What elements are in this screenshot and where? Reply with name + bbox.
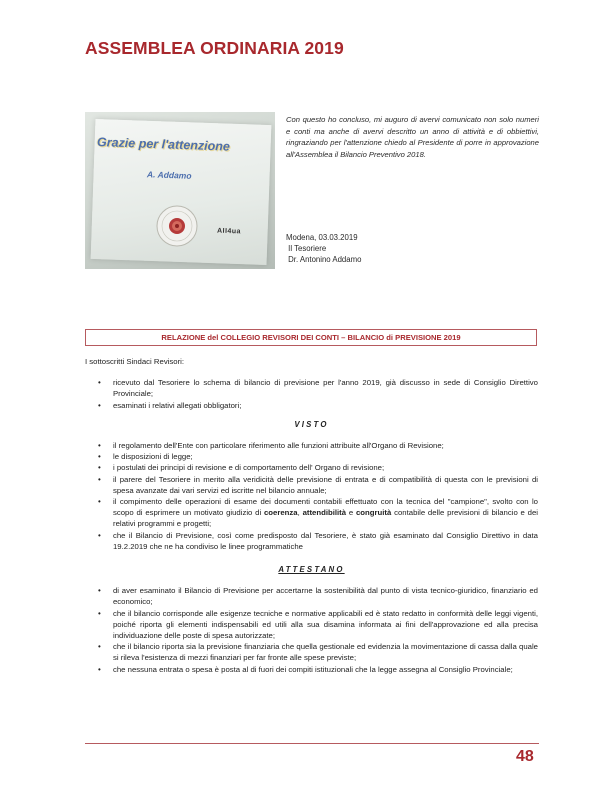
bullet-icon: • (98, 530, 101, 540)
bullet-icon: • (98, 608, 101, 618)
bullet-icon: • (98, 497, 101, 507)
page-number: 48 (516, 748, 534, 765)
bullet-icon: • (98, 642, 101, 652)
attestano-list (85, 585, 538, 675)
list-item: • che il bilancio riporta sia la previsione finanziaria che quella gestionale ed evidenzia la movimentazione di cassa dalla quale si rileva l'esistenza di mezzi finanziari per far fronte alle spese previste; (98, 642, 538, 663)
intro-line: I sottoscritti Sindaci Revisori: (85, 357, 185, 366)
bullet-icon: • (98, 463, 101, 473)
bullet-icon: • (98, 474, 101, 484)
list-item: • di aver esaminato il Bilancio di Previsione per accertarne la sostenibilità dal punto di vista tecnico-giuridico, finanziario ed economico; (98, 586, 538, 607)
slide-author: A. Addamo (146, 169, 192, 181)
list-item: • il parere del Tesoriere in merito alla veridicità delle previsione di entrata e di compatibilità di questa con le previsioni di spesa avanzate dai vari servizi ed iscritte nel bilancio annuale; (98, 474, 538, 495)
place-date: Modena, 03.03.2019 (286, 233, 358, 242)
footer-divider (85, 743, 539, 744)
bullet-icon: • (98, 586, 101, 596)
report-body (85, 356, 538, 675)
list-item: • ricevuto dal Tesoriere lo schema di bilancio di previsione per l'anno 2019, già discusso in sede di Consiglio Direttivo Provinciale; (98, 378, 538, 399)
slide-title: Grazie per l'attenzione (96, 135, 231, 154)
signer-name: Dr. Antonino Addamo (286, 255, 362, 265)
list-item: • il compimento delle operazioni di esame dei documenti contabili effettuato con la tecnica del "campione", svolto con lo scopo di esprimere un motivato giudizio di coerenza, attendibilità e congruità contabile delle previsioni di bilancio e dei relativi programmi e progetti; (98, 497, 539, 529)
list-item: • le disposizioni di legge; (98, 452, 193, 462)
list-item: • che nessuna entrata o spesa è posta al di fuori dei compiti istituzionali che la legge assegna al Consiglio Provinciale; (98, 664, 513, 674)
list-item: • esaminati i relativi allegati obbligatori; (98, 400, 242, 410)
term-congruita: congruità (356, 508, 392, 518)
page-title: ASSEMBLEA ORDINARIA 2019 (85, 38, 344, 58)
list-item: • che il Bilancio di Previsione, così come predisposto dal Tesoriere, è stato già esaminato dal Consiglio Direttivo in data 19.2.2019 che ne ha condiviso le linee programmatiche (98, 530, 538, 551)
visto-list (85, 440, 538, 552)
slide-stamp: AII4ua (216, 227, 242, 236)
term-attendibilita: attendibilità (302, 508, 347, 518)
attestano-heading: ATTESTANO (278, 565, 345, 575)
term-coerenza: coerenza (264, 508, 298, 518)
presentation-photo (85, 112, 275, 269)
seal-logo-icon (155, 204, 199, 248)
bullet-icon: • (98, 452, 101, 462)
bullet-icon: • (98, 400, 101, 410)
list-item: • i postulati dei principi di revisione e di comportamento dell' Organo di revisione; (98, 463, 385, 473)
list-item: • il regolamento dell'Ente con particolare riferimento alle funzioni attribuite all'Organo di Revisione; (98, 441, 444, 451)
closing-remarks: Con questo ho concluso, mi auguro di avervi comunicato non solo numeri e conti ma anche di avervi descritto un anno di attività e di obbiettivi, ringraziando per l'attenzione chiedo al Presidente di porre in approvazione all'Assemblea il Bilancio Preventivo 2018. (286, 115, 539, 159)
signer-role: Il Tesoriere (286, 244, 327, 254)
bullet-icon: • (98, 441, 101, 451)
signoff (286, 232, 361, 266)
received-list (85, 377, 538, 411)
section-title-box (85, 329, 537, 346)
bullet-icon: • (98, 378, 101, 388)
bullet-icon: • (98, 664, 101, 674)
list-item: • che il bilancio corrisponde alle esigenze tecniche e normative applicabili ed è stato redatto in conformità delle leggi vigenti, poiché riporta gli elementi indispensabili ed utili alla sua disamina informata ai fini dell'approvazione ed alla precisa individuazione delle poste di spesa autorizzate; (98, 608, 538, 641)
visto-heading: VISTO (294, 419, 329, 429)
section-title: RELAZIONE del COLLEGIO REVISORI DEI CONTI – BILANCIO di PREVISIONE 2019 (161, 333, 461, 342)
